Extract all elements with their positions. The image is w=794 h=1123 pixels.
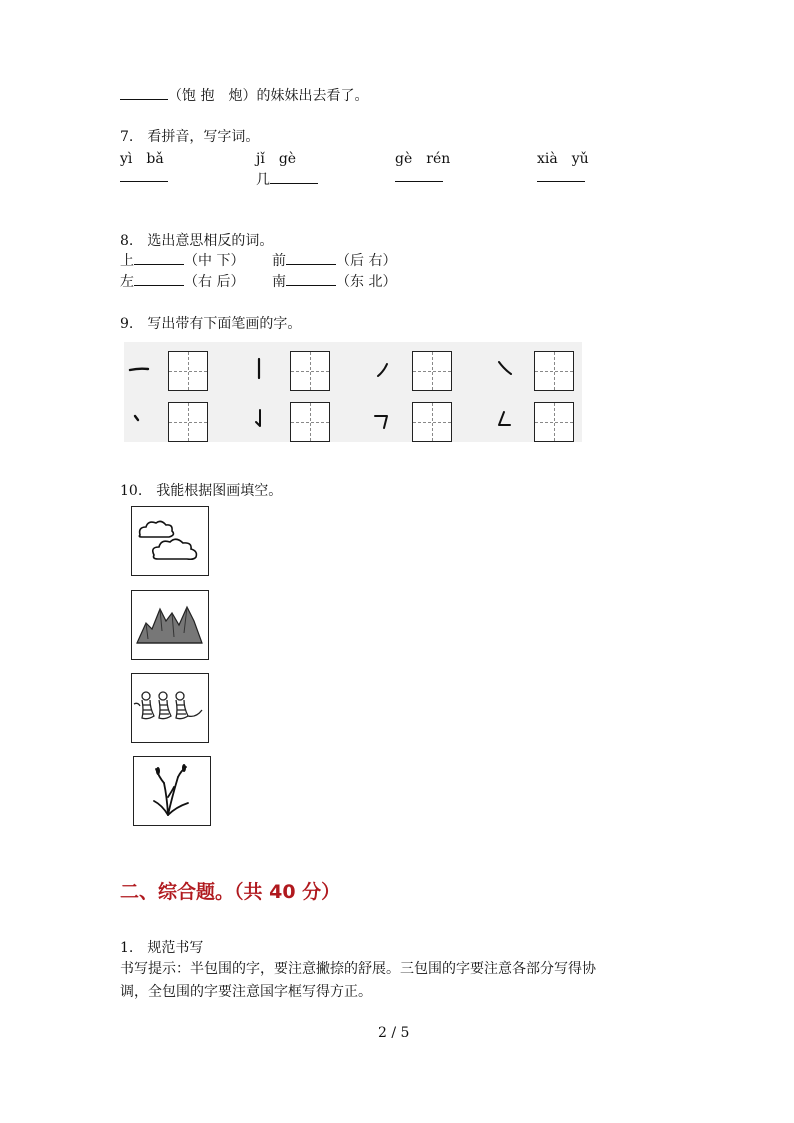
q7-answer-3 (395, 169, 443, 186)
q8-row-2-right (272, 271, 396, 291)
q8-row-1-right (272, 250, 396, 270)
q8-word: 左 (120, 274, 134, 290)
pie-stroke-icon (372, 356, 394, 382)
q7-title: 7. 看拼音，写字词。 (120, 129, 260, 145)
writing-box[interactable] (168, 351, 208, 391)
answer-blank[interactable] (537, 169, 585, 182)
mountains-picture (131, 590, 209, 660)
q8-options: （右 后） (184, 274, 245, 290)
q7-answer-4 (537, 169, 585, 186)
q7-pinyin-2: jǐ gè (256, 151, 297, 167)
page-number: 2 / 5 (378, 1025, 410, 1041)
heng-stroke-icon (128, 356, 150, 382)
q7-pinyin-4: xià yǔ (537, 151, 589, 167)
answer-blank[interactable] (120, 87, 168, 100)
q7-answer-1 (120, 169, 168, 186)
q9-title: 9. 写出带有下面笔画的字。 (120, 316, 302, 332)
heng-zhe-stroke-icon (372, 406, 394, 432)
writing-box[interactable] (290, 351, 330, 391)
dian-stroke-icon (128, 406, 150, 432)
shu-gou-stroke-icon (248, 406, 270, 432)
q7-prefix: 几 (256, 172, 270, 188)
q6-tail-line (120, 85, 368, 105)
grass-picture (133, 756, 211, 826)
s2q1-tip-line-2: 调，全包围的字要注意国字框写得方正。 (120, 984, 372, 1000)
clouds-picture (131, 506, 209, 576)
s2q1-title: 1. 规范书写 (120, 940, 204, 956)
q8-options: （中 下） (184, 253, 245, 269)
answer-blank[interactable] (270, 171, 318, 184)
q8-row-2 (120, 271, 244, 291)
q8-options: （后 右） (336, 253, 397, 269)
grass-icon (134, 757, 210, 825)
writing-box[interactable] (168, 402, 208, 442)
q8-word: 南 (272, 274, 286, 290)
silkworms-icon (132, 674, 208, 742)
clouds-icon (132, 507, 208, 575)
writing-box[interactable] (534, 351, 574, 391)
q6-text: 的妹妹出去看了。 (256, 88, 369, 104)
pie-dian-stroke-icon (494, 406, 516, 432)
s2q1-tip-line-1: 书写提示：半包围的字，要注意撇捺的舒展。三包围的字要注意各部分写得协 (120, 961, 596, 977)
answer-blank[interactable] (286, 252, 336, 265)
writing-box[interactable] (290, 402, 330, 442)
answer-blank[interactable] (134, 252, 184, 265)
answer-blank[interactable] (134, 273, 184, 286)
q10-title: 10. 我能根据图画填空。 (120, 483, 283, 499)
silkworms-picture (131, 673, 209, 743)
answer-blank[interactable] (120, 169, 168, 182)
answer-blank[interactable] (395, 169, 443, 182)
answer-blank[interactable] (286, 273, 336, 286)
q7-answer-2 (256, 169, 318, 189)
section-2-heading: 二、综合题。（共 40 分） (120, 881, 341, 903)
na-stroke-icon (494, 356, 516, 382)
shu-stroke-icon (248, 356, 270, 382)
writing-box[interactable] (412, 351, 452, 391)
q8-word: 前 (272, 253, 286, 269)
q7-pinyin-1: yì bǎ (120, 151, 164, 167)
q6-choices: （饱 抱 炮） (168, 88, 257, 104)
q7-pinyin-3: gè rén (395, 151, 451, 167)
writing-box[interactable] (412, 402, 452, 442)
mountains-icon (132, 591, 208, 659)
q8-options: （东 北） (336, 274, 397, 290)
writing-box[interactable] (534, 402, 574, 442)
q8-word: 上 (120, 253, 134, 269)
q8-row-1 (120, 250, 244, 270)
q8-title: 8. 选出意思相反的词。 (120, 233, 274, 249)
